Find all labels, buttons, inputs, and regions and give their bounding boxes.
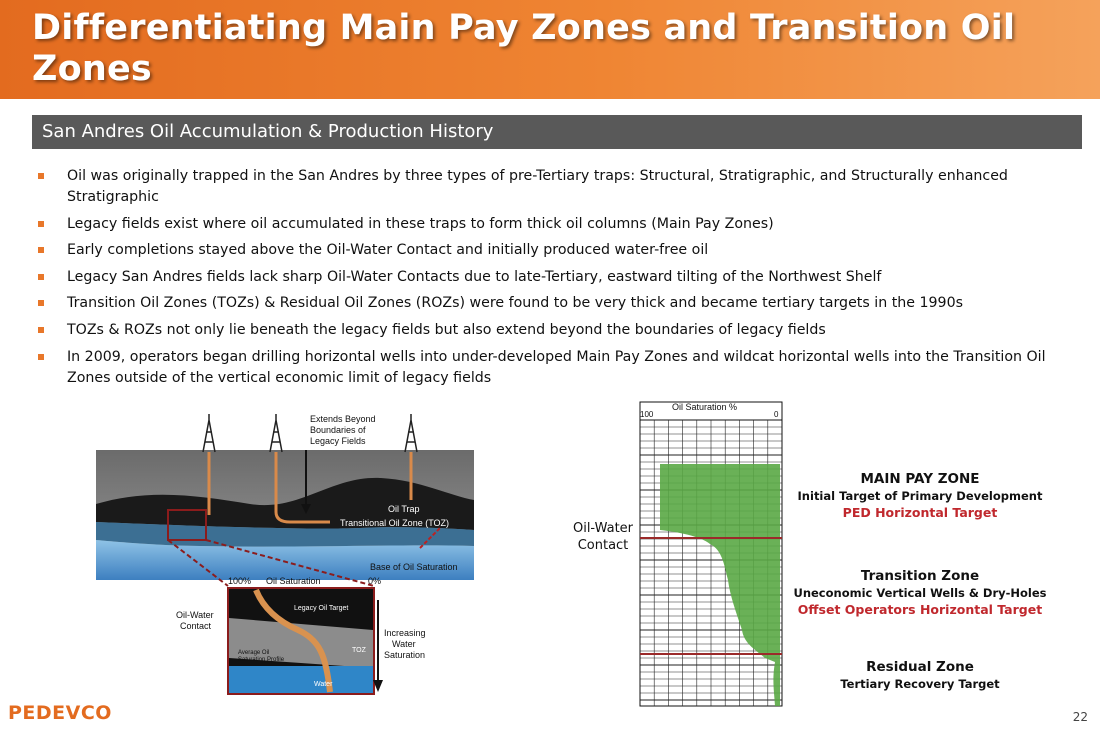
svg-text:Saturation Profile: Saturation Profile [238,657,285,663]
page-number: 22 [1072,710,1088,724]
reservoir-cross-section-diagram [0,400,480,700]
list-item: Legacy San Andres fields lack sharp Oil-Water Contacts due to late-Tertiary, eastward tilting of the Northwest Shelf [38,267,1088,288]
bullet-icon [38,354,44,360]
svg-text:Legacy Fields: Legacy Fields [310,436,366,446]
list-item: Legacy fields exist where oil accumulated in these traps to form thick oil columns (Main Pay Zones) [38,214,1088,235]
svg-text:100%: 100% [228,576,252,586]
svg-text:Contact: Contact [180,621,212,631]
oil-trap-label: Oil Trap [388,504,420,514]
svg-text:Saturation: Saturation [384,650,426,660]
svg-text:Increasing: Increasing [384,628,426,638]
bullet-icon [38,300,44,306]
svg-text:Legacy Oil Target: Legacy Oil Target [294,605,349,612]
list-item: Transition Oil Zones (TOZs) & Residual Oil Zones (ROZs) were found to be very thick and became tertiary targets in the 1990s [38,293,1088,314]
transition-zone-label: Transition Zone Uneconomic Vertical Wells & Dry-Holes Offset Operators Horizontal Target [793,568,1047,617]
main-pay-zone-label: MAIN PAY ZONE Initial Target of Primary Development PED Horizontal Target [797,471,1043,520]
list-item: Oil was originally trapped in the San Andres by three types of pre-Tertiary traps: Structural, Stratigraphic, and Structurally enhanced Stratigraphic [38,166,1088,208]
bullet-icon [38,221,44,227]
log-header: Oil Saturation % [672,402,738,412]
svg-text:Average Oil: Average Oil [238,650,270,656]
bullet-icon [38,274,44,280]
list-item: In 2009, operators began drilling horizontal wells into under-developed Main Pay Zones and wildcat horizontal wells into the Transition Oil Zones outside of the vertical economic limit of legacy fields [38,347,1088,389]
svg-text:Water: Water [392,639,416,649]
bullet-list [38,166,1088,394]
list-item: Early completions stayed above the Oil-Water Contact and initially produced water-free oil [38,240,1088,261]
toz-label: Transitional Oil Zone (TOZ) [340,518,450,528]
svg-text:0%: 0% [368,576,382,586]
saturation-fill [660,464,780,706]
bullet-icon [38,247,44,253]
svg-text:100: 100 [640,410,654,419]
title-band [0,0,1100,99]
svg-text:Water: Water [314,681,333,688]
company-logo: PEDEVCO [8,702,112,724]
bullet-icon [38,173,44,179]
extends-label: Extends Beyond [310,414,376,424]
ow-contact-label: Oil-Water Contact [572,521,634,553]
svg-text:Boundaries of: Boundaries of [310,425,366,435]
svg-text:TOZ: TOZ [352,647,366,654]
bullet-icon [38,327,44,333]
base-oil-label: Base of Oil Saturation [370,562,458,572]
svg-text:0: 0 [774,410,779,419]
list-item: TOZs & ROZs not only lie beneath the legacy fields but also extend beyond the boundaries of legacy fields [38,320,1088,341]
residual-zone-label: Residual Zone Tertiary Recovery Target [840,659,1000,691]
svg-text:Oil-Water: Oil-Water [176,610,214,620]
svg-text:Oil Saturation: Oil Saturation [266,576,321,586]
page-title: Differentiating Main Pay Zones and Transition Oil Zones [32,8,1016,89]
section-subtitle: San Andres Oil Accumulation & Production History [32,115,1082,149]
